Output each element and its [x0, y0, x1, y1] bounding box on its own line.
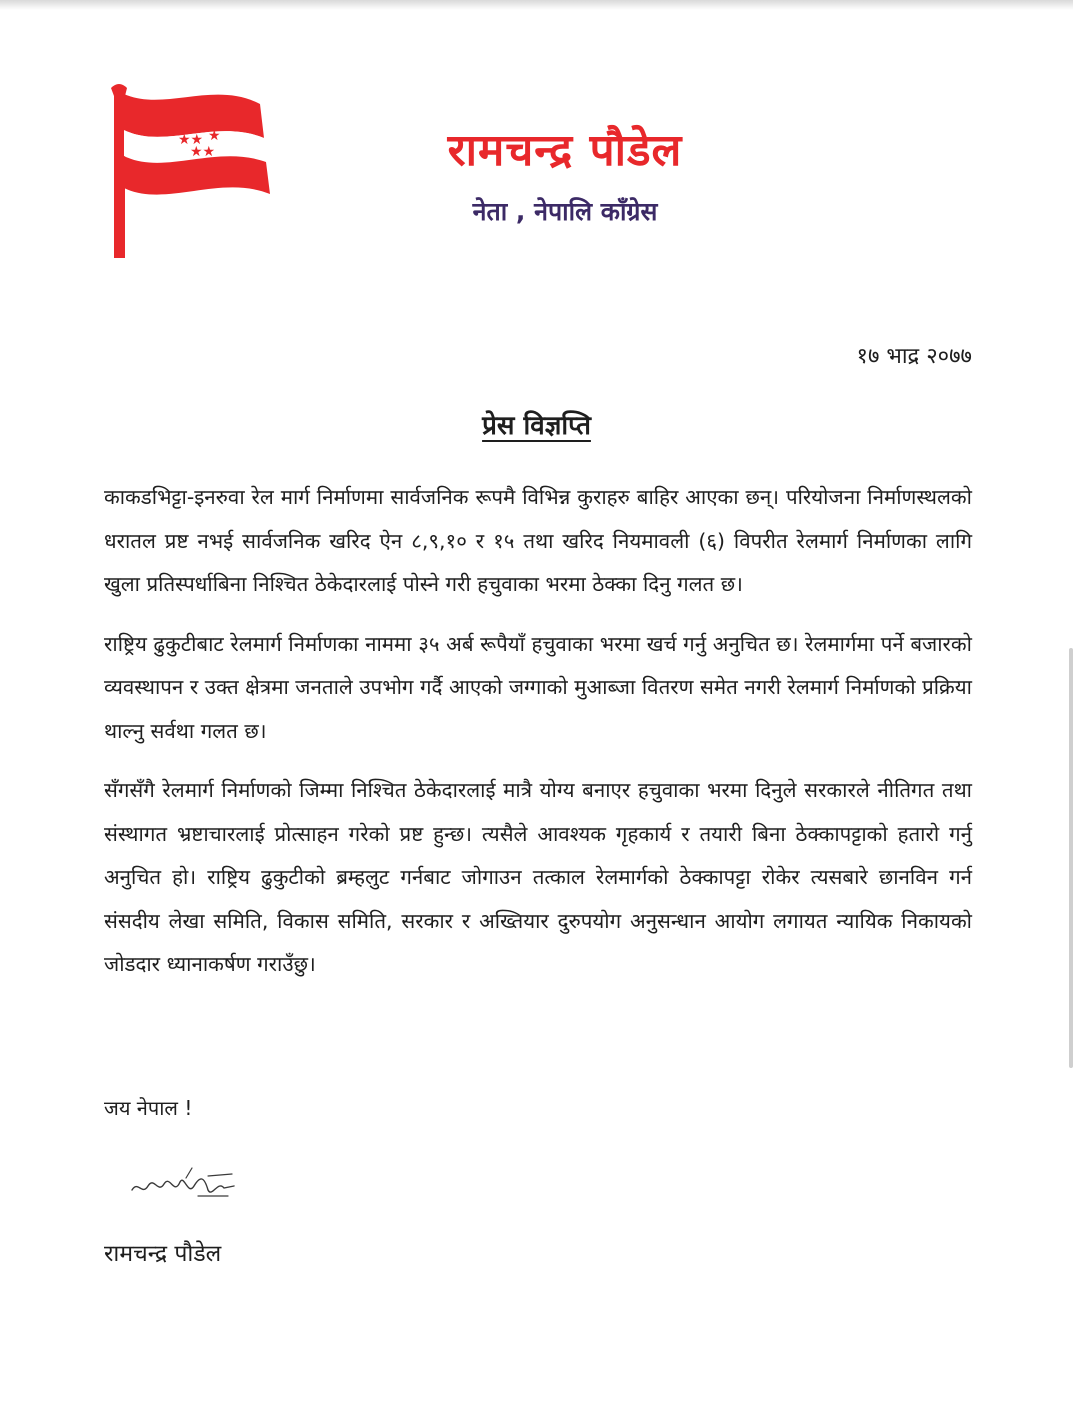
letterhead-role: नेता , नेपालि काँग्रेस [472, 197, 658, 226]
closing-line: जय नेपाल ! [104, 1096, 193, 1120]
signatory-name: रामचन्द्र पौडेल [104, 1241, 222, 1267]
letterhead-name: रामचन्द्र पौडेल [447, 125, 683, 176]
letter-body [104, 476, 972, 1003]
body-paragraph-3: सँगसँगै रेलमार्ग निर्माणको जिम्मा निश्चित ठेकेदारलाई मात्रै योग्य बनाएर हचुवाका भरमा दिनुले सरकारले नीतिगत तथा संस्थागत भ्रष्टाचारलाई प्रोत्साहन गरेको प्रष्ट हुन्छ। त्यसैले आवश्यक गृहकार्य र तयारी बिना ठेक्कापट्टाको हतारो गर्नु अनुचित हो। राष्ट्रिय ढुकुटीको ब्रम्हलुट गर्नबाट जोगाउन तत्काल रेलमार्गको ठेक्कापट्टा रोकेर त्यसबारे छानविन गर्न संसदीय लेखा समिति, विकास समिति, सरकार र अख्तियार दुरुपयोग अनुसन्धान आयोग लगायत न्यायिक निकायको जोडदार ध्यानाकर्षण गराउँछु। [104, 778, 972, 976]
handwritten-signature [128, 1166, 238, 1204]
svg-text:★★: ★★ [178, 132, 204, 148]
body-paragraph-1: काकडभिट्टा-इनरुवा रेल मार्ग निर्माणमा सार्वजनिक रूपमै विभिन्न कुराहरु बाहिर आएका छन्। परियोजना निर्माणस्थलको धरातल प्रष्ट नभई सार्वजनिक खरिद ऐन ८,९,१० र १५ तथा खरिद नियमावली (६) विपरीत रेलमार्ग निर्माणका लागि खुला प्रतिस्पर्धाबिना निश्चित ठेकेदारलाई पोस्ने गरी हचुवाका भरमा ठेक्का दिनु गलत छ। [104, 485, 972, 596]
svg-text:★: ★ [208, 128, 221, 144]
letter-date: १७ भाद्र २०७७ [856, 344, 972, 369]
scroll-edge [1069, 648, 1073, 1068]
body-paragraph-2: राष्ट्रिय ढुकुटीबाट रेलमार्ग निर्माणका नाममा ३५ अर्ब रूपैयाँ हचुवाका भरमा खर्च गर्नु अनुचित छ। रेलमार्गमा पर्ने बजारको व्यवस्थापन र उक्त क्षेत्रमा जनताले उपभोग गर्दै आएको जग्गाको मुआब्जा वितरण समेत नगरी रेलमार्ग निर्माणको प्रक्रिया थाल्नु सर्वथा गलत छ। [104, 631, 972, 743]
top-shadow [0, 0, 1073, 10]
party-flag-logo [104, 82, 274, 260]
svg-text:★★: ★★ [190, 144, 216, 160]
letter-title: प्रेस विज्ञप्ति [482, 411, 591, 441]
